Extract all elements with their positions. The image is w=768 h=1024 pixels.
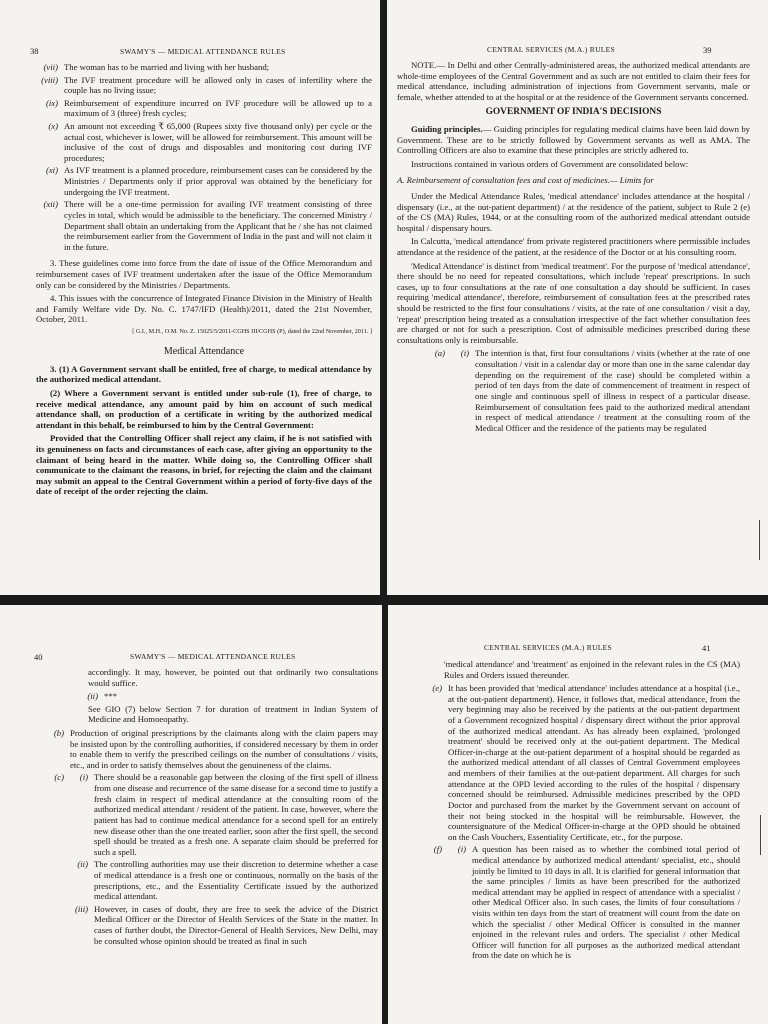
instructions: Instructions contained in various orders of Government are consolidated below:	[411, 158, 689, 169]
page-number: 38	[30, 46, 39, 56]
page-number: 41	[702, 643, 711, 653]
rule-3-2: (2) Where a Government servant is entitled under sub-rule (1), free of charge, to receive medical attendance, any amount paid by him on account of such medical attendance shall, on production of a certificate in writing by the authorized medical attendant in this behalf, be reimbursed to him by the Central Government:	[36, 387, 372, 430]
running-header: SWAMY'S — MEDICAL ATTENDANCE RULES	[130, 652, 296, 661]
margin-line	[760, 815, 761, 855]
continuation: accordingly. It may, however, be pointed out that ordinarily two consultations would suffice.	[88, 667, 378, 688]
page-number: 39	[703, 45, 712, 55]
item-b: (b) Production of original prescriptions by the claimants along with the claim papers may be insisted upon by the controlling authorities, if considered necessary by them in order to enable them to verify the prescribed ceilings on the number of consultations / visits, etc., and in order to satisfy themselves about the genuineness of the claims.	[53, 728, 378, 770]
running-header: SWAMY'S — MEDICAL ATTENDANCE RULES	[120, 47, 286, 56]
running-header: CENTRAL SERVICES (M.A.) RULES	[484, 643, 613, 652]
item-c-ii: (ii) The controlling authorities may use their discretion to determine whether a case of medical attendance is a fresh one or continuous, normally on the basis of the prescriptions, etc., and the Essentiality Certificate issued by the authorized medical attendant.	[77, 859, 378, 902]
running-header: CENTRAL SERVICES (M.A.) RULES	[487, 45, 616, 54]
list-item: (x) An amount not exceeding ₹ 65,000 (Rupees sixty five thousand only) per cycle or the actual cost, whichever is lower, will be allowed for reimbursement. This amount will be inclusive of the cost of drugs and disposables and monitoring cost during IVF procedures;	[48, 121, 372, 163]
page-41	[388, 605, 768, 1024]
see-gio: See GIO (7) below Section 7 for duration of treatment in Indian System of Medicine and Homoeopathy.	[88, 703, 378, 725]
paragraph-4: 4. This issues with the concurrence of Integrated Finance Division in the Ministry of Health and Family Welfare vide Dy. No. C. 1747/IFD (Health)/2011, dated the 21st November, October, 2011.	[36, 293, 372, 325]
page-40	[0, 605, 382, 1024]
page-38	[0, 0, 380, 595]
item-c-i: (c) (i) There should be a reasonable gap between the closing of the first spell of illness from one disease and recurrence of the same disease for a second time to justify a fresh claim in respect of medical attendance at the consulting room of the authorized medical attendant / resident of the patient. In case, however, where the patient has had to continue medical attendance for a second spell for an entirely new disease other than the one treated earlier, soon after the first spell, the second spell should be treated as a fresh one. A separate claim should be preferred for such a spell.	[54, 772, 378, 857]
note: NOTE.— In Delhi and other Centrally-administered areas, the authorized medical attendants are whole-time employees of the Central Government and as such are not entitled to claim their fees for medical attendance, including administration of injections from Government servants, male or female, whether attended to at the hospital or at the residence of the Government servants concerned.	[397, 60, 750, 102]
ivf-conditions-list	[36, 62, 372, 252]
margin-line	[759, 520, 760, 560]
guiding-principles: Guiding principles.— Guiding principles for regulating medical claims have been laid down by Government. These are to be strictly followed by Government servants as well as AMA. The Controlling Officers are also to examine that these principles are strictly adhered to.	[397, 123, 751, 156]
list-item: (vii) The woman has to be married and living with her husband;	[43, 62, 270, 72]
item-ii: (ii) ***	[87, 691, 118, 702]
decisions-heading: GOVERNMENT OF INDIA'S DECISIONS	[485, 107, 662, 118]
para-calcutta: In Calcutta, 'medical attendance' from private registered practitioners where permissible includes attendance at the residence of the patient, at the residence of the Doctor or at his consulting room.	[397, 236, 750, 257]
item-a-i: (a) (i) The intention is that, first four consultations / visits (whether at the rate of one consultation / visit in a calendar day or more than one in the same calendar day depending on the requirement of the case) should be completed within a period of ten days from the date of commencement of treatment in respect of one single and continuous spell of illness in respect of a particular disease. Reimbursement of consultation fees paid to the authorized medical attendant in respect of medical attendance / treatment at the consulting room of the Medical Officer and the residence of the patients may be regulated	[434, 348, 750, 433]
para-under-rules: Under the Medical Attendance Rules, 'medical attendance' includes attendance at the hospital / dispensary (i.e., at the out-patient department) / at the residence of the patient, subject to Rule 2 (e) of the CS (MA) Rules, 1944, or at the consulting room of the authorized medical attendant outside hospital / dispensary hours.	[397, 190, 750, 233]
paragraph-3: 3. These guidelines come into force from the date of issue of the Office Memorandum and reimbursement cases of IVF treatment undertaken after the issue of the Office Memorandum only can be considered by the Ministries / Departments.	[36, 258, 372, 290]
page-number: 40	[34, 652, 43, 662]
item-f-i: (f) (i) A question has been raised as to whether the combined total period of medical attendance by authorized medical attendant/ specialist, etc., should jointly be limited to 10 days in all. It is clarified for general information that the same principles / limits as have been prescribed for the authorized medical attendant may be applied in respect of attendance with a specialist / other Medical Officer also. In such cases, the limits of four consultations / visits within ten days from the start of treatment will count from the date on which the specialist / other Medical Officer is consulted in the manner enjoined in the relevant rules and orders. The specialist / other Medical Officer will function for all purposes as the authorized medical attendant from the date on which he is	[433, 844, 740, 961]
page-39	[387, 0, 768, 595]
citation: [ G.I., M.H., O.M. No. Z. 15025/5/2011-CGHS III/CGHS (P), dated the 22nd November, 2011. ]	[132, 328, 372, 336]
list-item: (ix) Reimbursement of expenditure incurred on IVF procedure will be allowed up to a maximum of 3 (three) fresh cycles;	[45, 97, 372, 119]
para-distinct: 'Medical Attendance' is distinct from 'medical treatment'. For the purpose of 'medical attendance', there should be no need for repeated consultations, which include 'repeat' prescriptions. In such cases, up to four consultations at the rate of one consultation a day should be sufficient. In cases requiring 'medical attendance', therefore, reimbursement of consultation fees at the prescribed rates should be restricted to the first four consultations / visits, at the rate of one consultation / visit a day, 'repeat' prescription being treated as a consultation irrespective of the fact whether consultation fees are charged or not for such a prescription. Cost of admissible medicines prescribed during these consultations only is reimbursable.	[397, 260, 750, 345]
rule-3-1: 3. (1) A Government servant shall be entitled, free of charge, to medical attendance by the authorized medical attendant.	[36, 363, 372, 385]
subheading-a: A. Reimbursement of consultation fees and cost of medicines.— Limits for	[397, 175, 654, 186]
item-e: (e) It has been provided that 'medical attendance' includes attendance at a hospital (i.e., at the out-patient department). Hence, it follows that, medical attendance, from the very beginning may also be received by the patients at the out-patient department of a Government recognized hospital / dispensary direct without the prior approval of the authorized medical attendant. As has already been explained, 'prolonged treatment' should be received only at the out-patient department. The Medical Officer-in-charge at the out-patient department of a hospital should be regarded as the authorized medical attendant of all classes of Central Government employees and members of their families at the out-patient department. All charges for such attendance at the OPD levied according to the rules of the hospital / dispensary concerned should be reimbursed. Admissible medicines prescribed by the OPD Doctor and purchased from the market by the Government servant on account of their not being stocked in the hospital will be reimbursable. However, the countersignature of the Medical Officer-in-charge at the OPD should be obtained on the Cash Vouchers, Essentiality Certificate, etc., for the purpose.	[432, 683, 740, 842]
item-c-iii: (iii) However, in cases of doubt, they are free to seek the advice of the District Medical Officer or the Director of Health Services of the State in the matter. In cases of further doubt, the Director-General of Health Services, New Delhi, may be consulted whose opinion should be treated as final in such	[74, 903, 378, 946]
list-item: (xi) As IVF treatment is a planned procedure, reimbursement cases can be considered by the Ministries / Departments only if prior approval was obtained by the beneficiary for undergoing the IVF treatment.	[45, 165, 372, 197]
list-item: (xii) There will be a one-time permission for availing IVF treatment consisting of three cycles in total, which would be admissible to the beneficiary. The concerned Ministry / Department shall obtain an undertaking from the Applicant that he / she has not claimed the reimbursement earlier from the Government of India in the past and will not claim it in the future.	[43, 199, 372, 252]
proviso: Provided that the Controlling Officer shall reject any claim, if he is not satisfied with its genuineness on facts and circumstances of each case, after giving an opportunity to the claimant of being heard in the matter. While doing so, the Controlling Officer shall communicate to the claimant the reasons, in brief, for rejecting the claim and the claimant may submit an appeal to the Central Government within a period of forty-five days of the date of receipt of the order rejecting the claim.	[36, 433, 372, 497]
section-title: Medical Attendance	[163, 345, 245, 357]
continuation: 'medical attendance' and 'treatment' as enjoined in the relevant rules in the CS (MA) Rules and Orders issued thereunder.	[444, 659, 740, 680]
list-item: (viii) The IVF treatment procedure will be allowed only in cases of infertility where the couple has no living issue;	[41, 74, 372, 96]
